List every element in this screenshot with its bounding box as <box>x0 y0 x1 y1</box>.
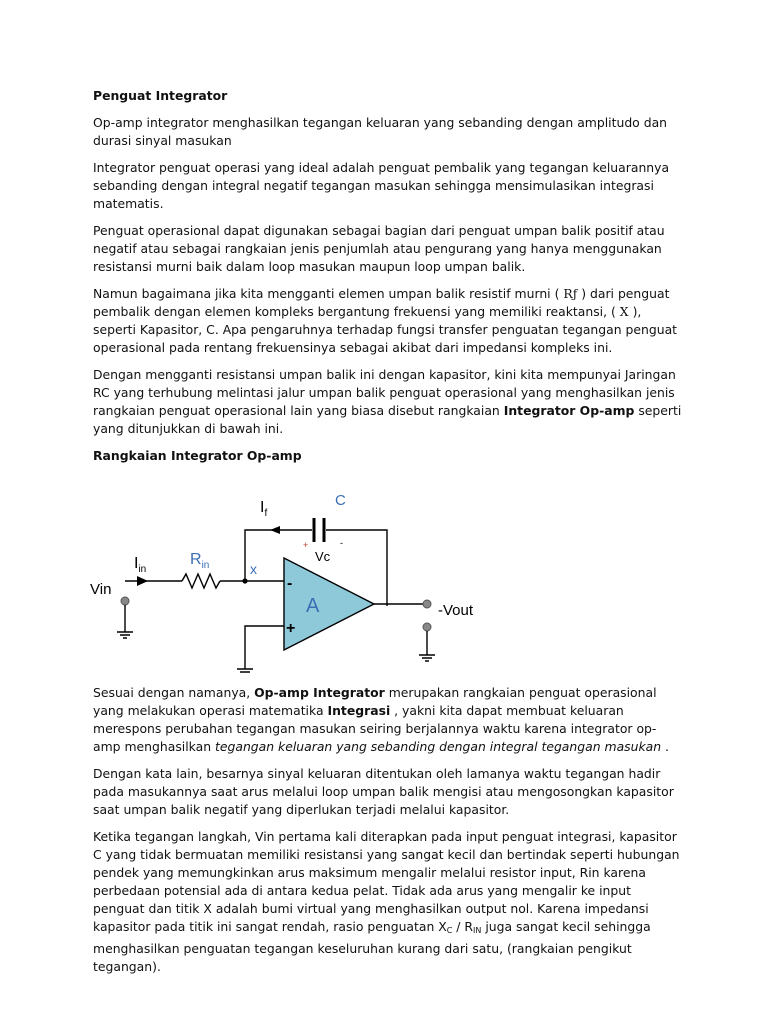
p6-text-c: , yakni kita dapat membuat keluaran merespons perubahan tegangan masukan seiring berjalannya waktu karena integrator op-amp menghasilkan <box>93 703 657 754</box>
p8-subscript-in: IN <box>473 926 482 935</box>
vin-ground-symbol <box>117 632 133 638</box>
vout-ground-symbol <box>419 655 435 661</box>
x-symbol: X <box>619 304 629 319</box>
label-inverting: - <box>287 575 293 592</box>
p4-text-c: ), seperti Kapasitor, C. Apa pengaruhnya terhadap fungsi transfer penguatan tegangan penguat operasional pada rentang frekuensinya sebagai akibat dari impedansi kompleks ini. <box>93 304 678 355</box>
p6-bold-opamp-integrator: Op-amp Integrator <box>254 685 385 700</box>
label-c: C <box>335 492 346 509</box>
p5-text-b: seperti yang ditunjukkan di bawah ini. <box>93 403 682 436</box>
label-a: A <box>306 595 320 617</box>
label-vin: Vin <box>90 581 112 598</box>
noninverting-ground-wire <box>245 626 284 669</box>
integrator-circuit-diagram <box>90 474 510 674</box>
document-content <box>90 87 683 985</box>
p5-bold-term: Integrator Op-amp <box>503 403 635 418</box>
vout-terminal <box>423 600 431 608</box>
p8-text-a: Ketika tegangan langkah, Vin pertama kali diterapkan pada input penguat integrasi, kapasitor C yang tidak bermuatan memiliki resistansi yang sangat kecil dan bertindak seperti hubungan pendek yang memungkinkan arus maksimum mengalir melalui resistor input, Rin karena perbedaan potensial ada di antara kedua pelat. Tidak ada arus yang mengalir ke input penguat dan titik X adalah bumi virtual yang menghasilkan output nol. Karena impedansi kapasitor pada titik ini sangat rendah, rasio penguatan X <box>93 829 680 934</box>
paragraph-2: Integrator penguat operasi yang ideal adalah penguat pembalik yang tegangan keluarannya sebanding dengan integral negatif tegangan masukan sehingga mensimulasikan integrasi matematis. <box>93 160 670 211</box>
p8-subscript-c: C <box>446 926 453 935</box>
vin-ref-terminal <box>121 597 129 605</box>
p8-text-b: / R <box>452 919 474 934</box>
label-iin: $I_{in}$ <box>134 555 147 575</box>
p4-text-b: ) dari penguat pembalik dengan elemen kompleks bergantung frekuensi yang memiliki reaktansi, ( <box>93 286 670 319</box>
p5-text-a: Dengan mengganti resistansi umpan balik ini dengan kapasitor, kini kita mempunyai Jaringan RC yang terhubung melintasi jalur umpan balik penguat operasional yang menghasilkan jenis rangkaian penguat operasional lain yang biasa disebut rangkaian <box>93 367 676 418</box>
label-x: x <box>250 561 257 577</box>
paragraph-6 <box>93 684 683 756</box>
label-vc: Vc <box>315 549 331 564</box>
vout-ref-terminal <box>423 623 431 631</box>
label-if: $I_f$ <box>260 499 268 519</box>
if-arrow <box>270 526 280 534</box>
circuit-svg <box>90 474 510 674</box>
iin-arrow <box>137 576 148 586</box>
label-cap-minus: - <box>340 538 343 548</box>
p6-bold-integrasi: Integrasi <box>327 703 391 718</box>
p6-text-a: Sesuai dengan namanya, <box>93 685 255 700</box>
p8-text-c: juga sangat kecil sehingga menghasilkan penguatan tegangan keseluruhan kurang dari satu, (rangkaian pengikut tegangan). <box>93 919 651 974</box>
paragraph-3: Penguat operasional dapat digunakan sebagai bagian dari penguat umpan balik positif atau negatif atau sebagai rangkaian jenis penjumlah atau pengurang yang hanya menggunakan resistansi murni baik dalam loop masukan maupun loop umpan balik. <box>93 223 665 274</box>
paragraph-1: Op-amp integrator menghasilkan tegangan keluaran yang sebanding dengan amplitudo dan durasi sinyal masukan <box>93 115 668 148</box>
paragraph-4 <box>93 285 683 357</box>
label-vout: -Vout <box>438 602 474 619</box>
opamp-ground-symbol <box>237 669 253 674</box>
p6-italic-phrase: tegangan keluaran yang sebanding dengan integral tegangan masukan <box>215 739 662 754</box>
label-cap-plus: + <box>303 540 309 550</box>
p4-text-a: Namun bagaimana jika kita mengganti elemen umpan balik resistif murni ( <box>93 286 560 301</box>
p6-text-b: merupakan rangkaian penguat operasional yang melakukan operasi matematika <box>93 685 657 718</box>
paragraph-7: Dengan kata lain, besarnya sinyal keluaran ditentukan oleh lamanya waktu tegangan hadir pada masukannya saat arus melalui loop umpan balik mengisi atau mengosongkan kapasitor saat umpan balik negatif yang diperlukan terjadi melalui kapasitor. <box>93 766 674 817</box>
section-heading-integrator: Penguat Integrator <box>93 88 228 103</box>
opamp-triangle <box>284 558 374 650</box>
section-heading-circuit: Rangkaian Integrator Op-amp <box>93 448 302 463</box>
label-rin: $R_{in}$ <box>190 551 210 571</box>
label-noninverting: + <box>286 620 296 637</box>
paragraph-8 <box>93 828 683 976</box>
p6-text-d: . <box>661 739 669 754</box>
input-resistor <box>182 574 220 588</box>
rf-symbol: Rƒ <box>563 286 578 301</box>
paragraph-5 <box>93 366 683 438</box>
